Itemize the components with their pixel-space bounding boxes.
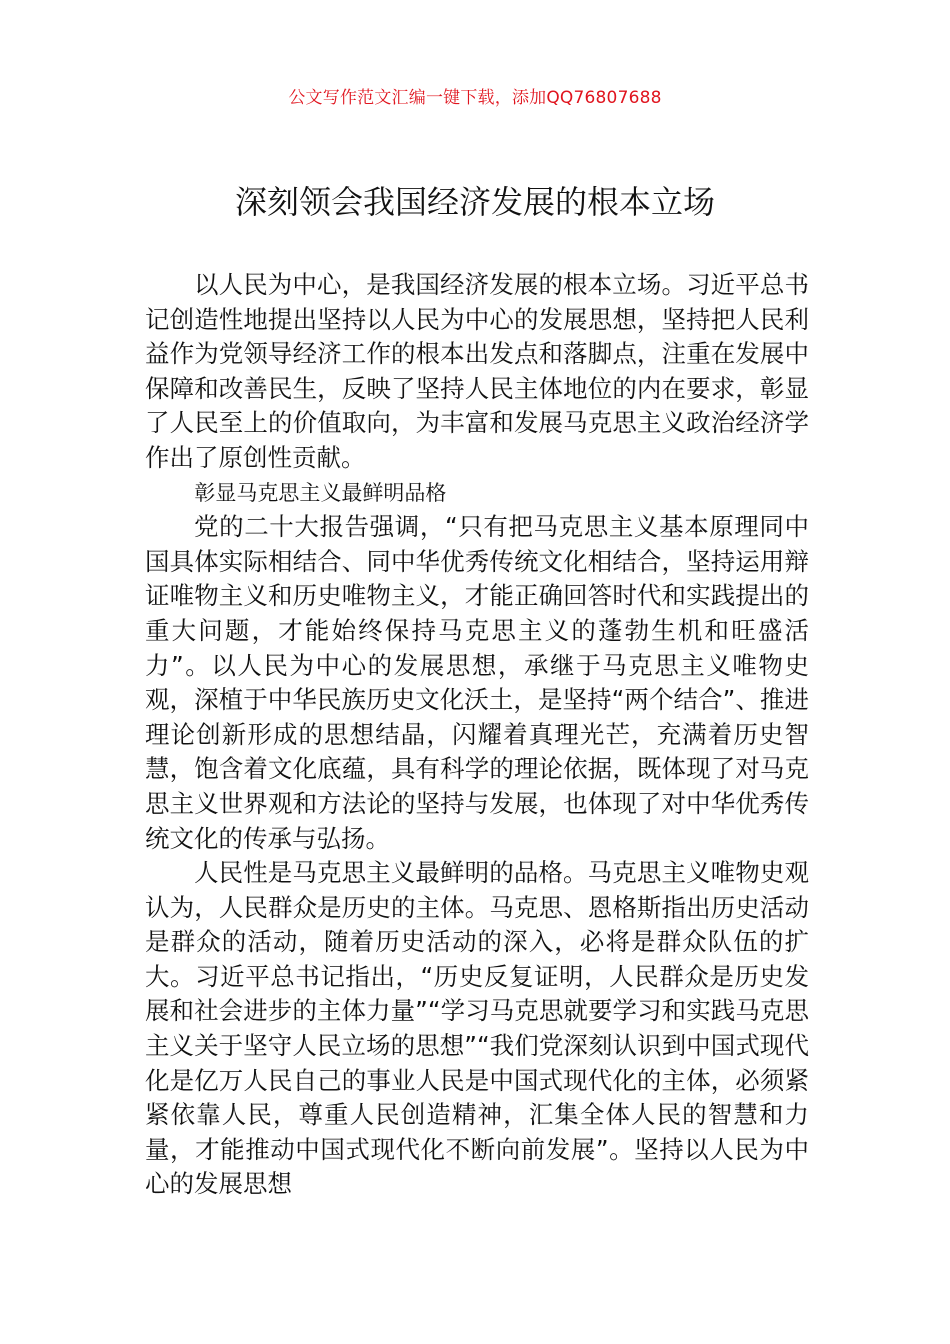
paragraph-people-character: 人民性是马克思主义最鲜明的品格。马克思主义唯物史观认为，人民群众是历史的主体。马克思、恩格斯指出历史活动是群众的活动，随着历史活动的深入，必将是群众队伍的扩大。习近平总书记指出，“历史反复证明，人民群众是历史发展和社会进步的主体力量”“学习马克思就要学习和实践马克思主义关于坚守人民立场的思想”“我们党深刻认识到中国式现代化是亿万人民自己的事业人民是中国式现代化的主体，必须紧紧依靠人民，尊重人民创造精神，汇集全体人民的智慧和力量，才能推动中国式现代化不断向前发展”。坚持以人民为中心的发展思想 bbox=[145, 858, 809, 1199]
paragraph-intro: 以人民为中心，是我国经济发展的根本立场。习近平总书记创造性地提出坚持以人民为中心的发展思想，坚持把人民利益作为党领导经济工作的根本出发点和落脚点，注重在发展中保障和改善民生，反映了坚持人民主体地位的内在要求，彰显了人民至上的价值取向，为丰富和发展马克思主义政治经济学作出了原创性贡献。 bbox=[145, 270, 809, 472]
section-heading: 彰显马克思主义最鲜明品格 bbox=[194, 480, 447, 505]
document-title: 深刻领会我国经济发展的根本立场 bbox=[234, 183, 715, 221]
paragraph-two-combinations: 党的二十大报告强调，“只有把马克思主义基本原理同中国具体实际相结合、同中华优秀传统文化相结合，坚持运用辩证唯物主义和历史唯物主义，才能正确回答时代和实践提出的重大问题，才能始终保持马克思主义的蓬勃生机和旺盛活力”。以人民为中心的发展思想，承继于马克思主义唯物史观，深植于中华民族历史文化沃土，是坚持“两个结合”、推进理论创新形成的思想结晶，闪耀着真理光芒，充满着历史智慧，饱含着文化底蕴，具有科学的理论依据，既体现了对马克思主义世界观和方法论的坚持与发展，也体现了对中华优秀传统文化的传承与弘扬。 bbox=[145, 512, 809, 853]
header-note: 公文写作范文汇编一键下载，添加QQ76807688 bbox=[288, 88, 662, 108]
document-body bbox=[145, 268, 809, 1202]
